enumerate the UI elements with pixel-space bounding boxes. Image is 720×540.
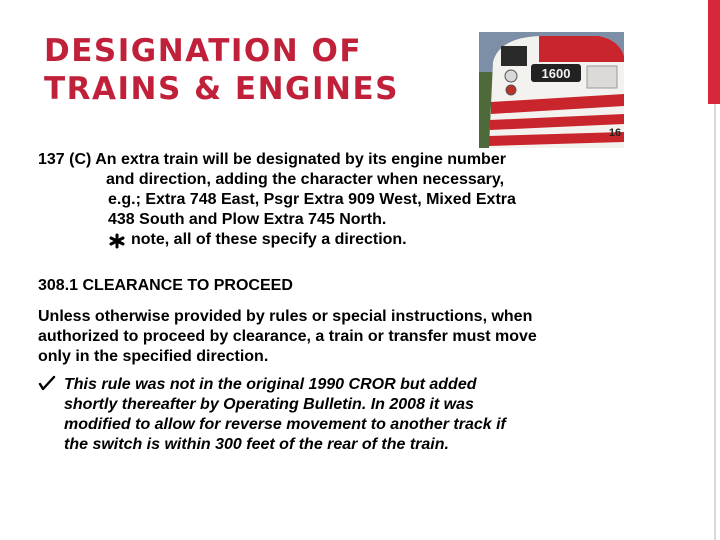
rule-137-line-1: 137 (C) An extra train will be designated by its engine number xyxy=(38,151,506,168)
cab-window xyxy=(501,46,527,66)
side-number: 16 xyxy=(608,127,622,139)
rule-308-note-line-2: shortly thereafter by Operating Bulletin. In 2008 it was xyxy=(64,396,474,413)
rule-137-note: note, all of these specify a direction. xyxy=(131,231,407,248)
accent-bar xyxy=(708,0,720,104)
slide-title xyxy=(44,32,399,108)
rule-137-line-2: and direction, adding the character when necessary, xyxy=(106,171,505,188)
locomotive-illustration xyxy=(479,32,624,148)
edge-divider xyxy=(714,104,716,540)
checkmark-icon xyxy=(38,375,56,397)
rule-308-note-line-3: modified to allow for reverse movement to another track if xyxy=(64,416,506,433)
rule-308-line-1: Unless otherwise provided by rules or special instructions, when xyxy=(38,308,533,325)
title-line-2: TRAINS & ENGINES xyxy=(44,71,399,107)
rule-137-line-4: 438 South and Plow Extra 745 North. xyxy=(108,211,387,228)
engine-number: 1600 xyxy=(541,66,571,81)
headlight-icon xyxy=(505,70,517,82)
rule-308-note-line-4: the switch is within 300 feet of the rear of the train. xyxy=(64,436,449,453)
rule-308-heading: 308.1 CLEARANCE TO PROCEED xyxy=(38,277,293,294)
rule-308-note-line-1: This rule was not in the original 1990 CROR but added xyxy=(64,376,477,393)
asterisk-icon xyxy=(108,233,126,255)
rule-308-line-3: only in the specified direction. xyxy=(38,348,269,365)
rule-137-line-3: e.g.; Extra 748 East, Psgr Extra 909 West, Mixed Extra xyxy=(108,191,516,208)
title-line-1: DESIGNATION OF xyxy=(44,33,363,69)
rule-308-line-2: authorized to proceed by clearance, a train or transfer must move xyxy=(38,328,537,345)
locomotive-photo xyxy=(479,32,624,148)
